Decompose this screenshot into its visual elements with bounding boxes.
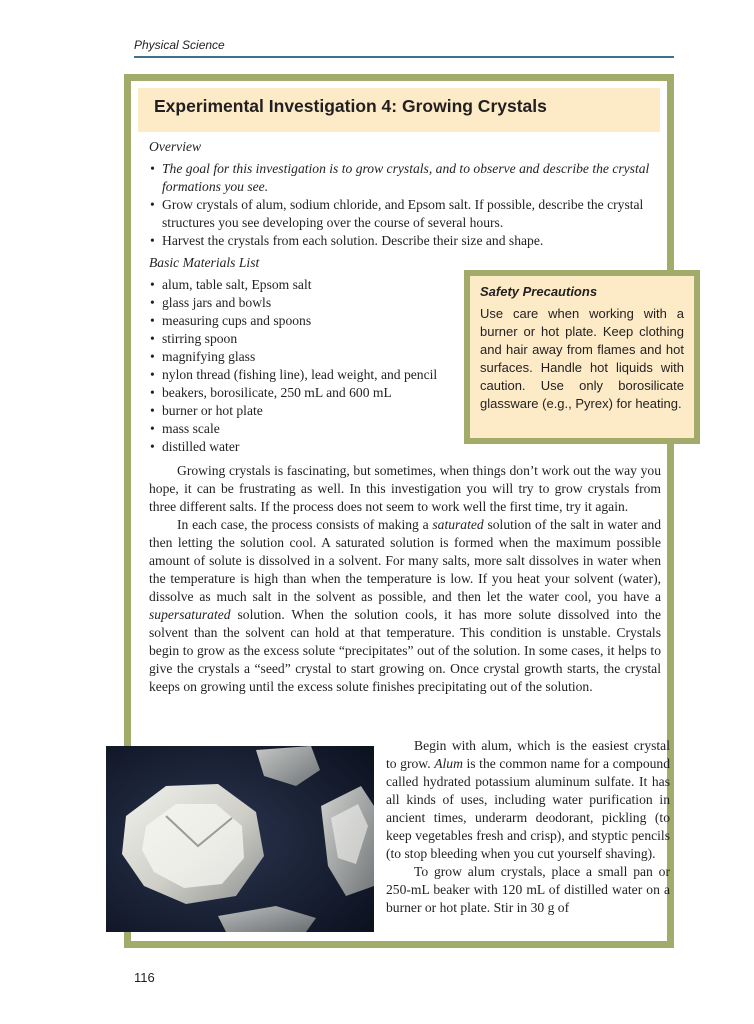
overview-item: • The goal for this investigation is to grow crystals, and to observe and describe the crystal formations you see. [149, 160, 661, 196]
emphasis-term: saturated [432, 517, 484, 532]
materials-heading: Basic Materials List [149, 255, 260, 270]
header-rule [134, 56, 674, 58]
right-column-text [386, 737, 670, 917]
material-item: • magnifying glass [149, 348, 661, 366]
overview-item: • Grow crystals of alum, sodium chloride, and Epsom salt. If possible, describe the crystal structures you see developing over the course of several hours. [149, 196, 661, 232]
material-item: • alum, table salt, Epsom salt [149, 276, 661, 294]
emphasis-term: supersaturated [149, 607, 231, 622]
overview-list [149, 160, 661, 250]
safety-body: Use care when working with a burner or hot plate. Keep clothing and hair away from flames and hot surfaces. Handle hot liquids with caution. Use only borosilicate glassware (e.g., Pyrex) for heating. [480, 306, 684, 411]
title-bar [138, 88, 660, 132]
body-paragraph: Growing crystals is fascinating, but sometimes, when things don’t work out the way you hope, it can be frustrating as well. In this investigation you will try to grow crystals from three different salts. If the process does not seem to work well the first time, try it again. [149, 463, 661, 514]
body-paragraph: In each case, the process consists of making a saturated solution of the salt in water and then letting the solution cool. A saturated solution is formed when the maximum possible amount of solute is dissolved in a solvent. For many salts, more salt dissolves in water when the temperature is high than when the temperature is low. If you heat your solvent (water), dissolve as much salt in the solvent as possible, and then let the water cool, you have a supersaturated solution. When the solution cools, it has more solute dissolved into the solvent than the solvent can hold at that temperature. This condition is unstable. Crystals begin to grow as the excess solute “precipitates” out of the solution. In some cases, it helps to give the crystals a “seed” crystal to start growing on. Once crystal growth starts, the crystal keeps on growing until the excess solute finishes precipitating out of the solution. [149, 517, 662, 694]
investigation-title: Experimental Investigation 4: Growing Crystals [154, 96, 547, 116]
material-item: • stirring spoon [149, 330, 661, 348]
crystal-illustration [106, 746, 374, 932]
overview-heading: Overview [149, 139, 202, 154]
material-item: • burner or hot plate [149, 402, 661, 420]
safety-precautions-box [464, 270, 700, 444]
body-paragraph: To grow alum crystals, place a small pan or 250-mL beaker with 120 mL of distilled water on a burner or hot plate. Stir in 30 g of [386, 864, 670, 915]
running-head: Physical Science [134, 38, 225, 52]
emphasis-term: Alum [434, 756, 463, 771]
alum-crystals-photo [106, 746, 374, 932]
material-item: • measuring cups and spoons [149, 312, 661, 330]
safety-title: Safety Precautions [480, 284, 598, 299]
body-paragraph: Begin with alum, which is the easiest crystal to grow. Alum is the common name for a compound called hydrated potassium aluminum sulfate. It has all kinds of uses, including water purification in ancient times, underarm deodorant, pickling (to keep vegetables fresh and crisp), and styptic pencils (to stop bleeding when you cut yourself shaving). [386, 738, 671, 861]
material-item: • glass jars and bowls [149, 294, 661, 312]
material-item: • nylon thread (fishing line), lead weight, and pencil [149, 366, 661, 384]
overview-item: • Harvest the crystals from each solution. Describe their size and shape. [149, 232, 661, 250]
material-item: • mass scale [149, 420, 661, 438]
page-number: 116 [134, 970, 155, 985]
material-item: • beakers, borosilicate, 250 mL and 600 mL [149, 384, 661, 402]
material-item: • distilled water [149, 438, 661, 456]
